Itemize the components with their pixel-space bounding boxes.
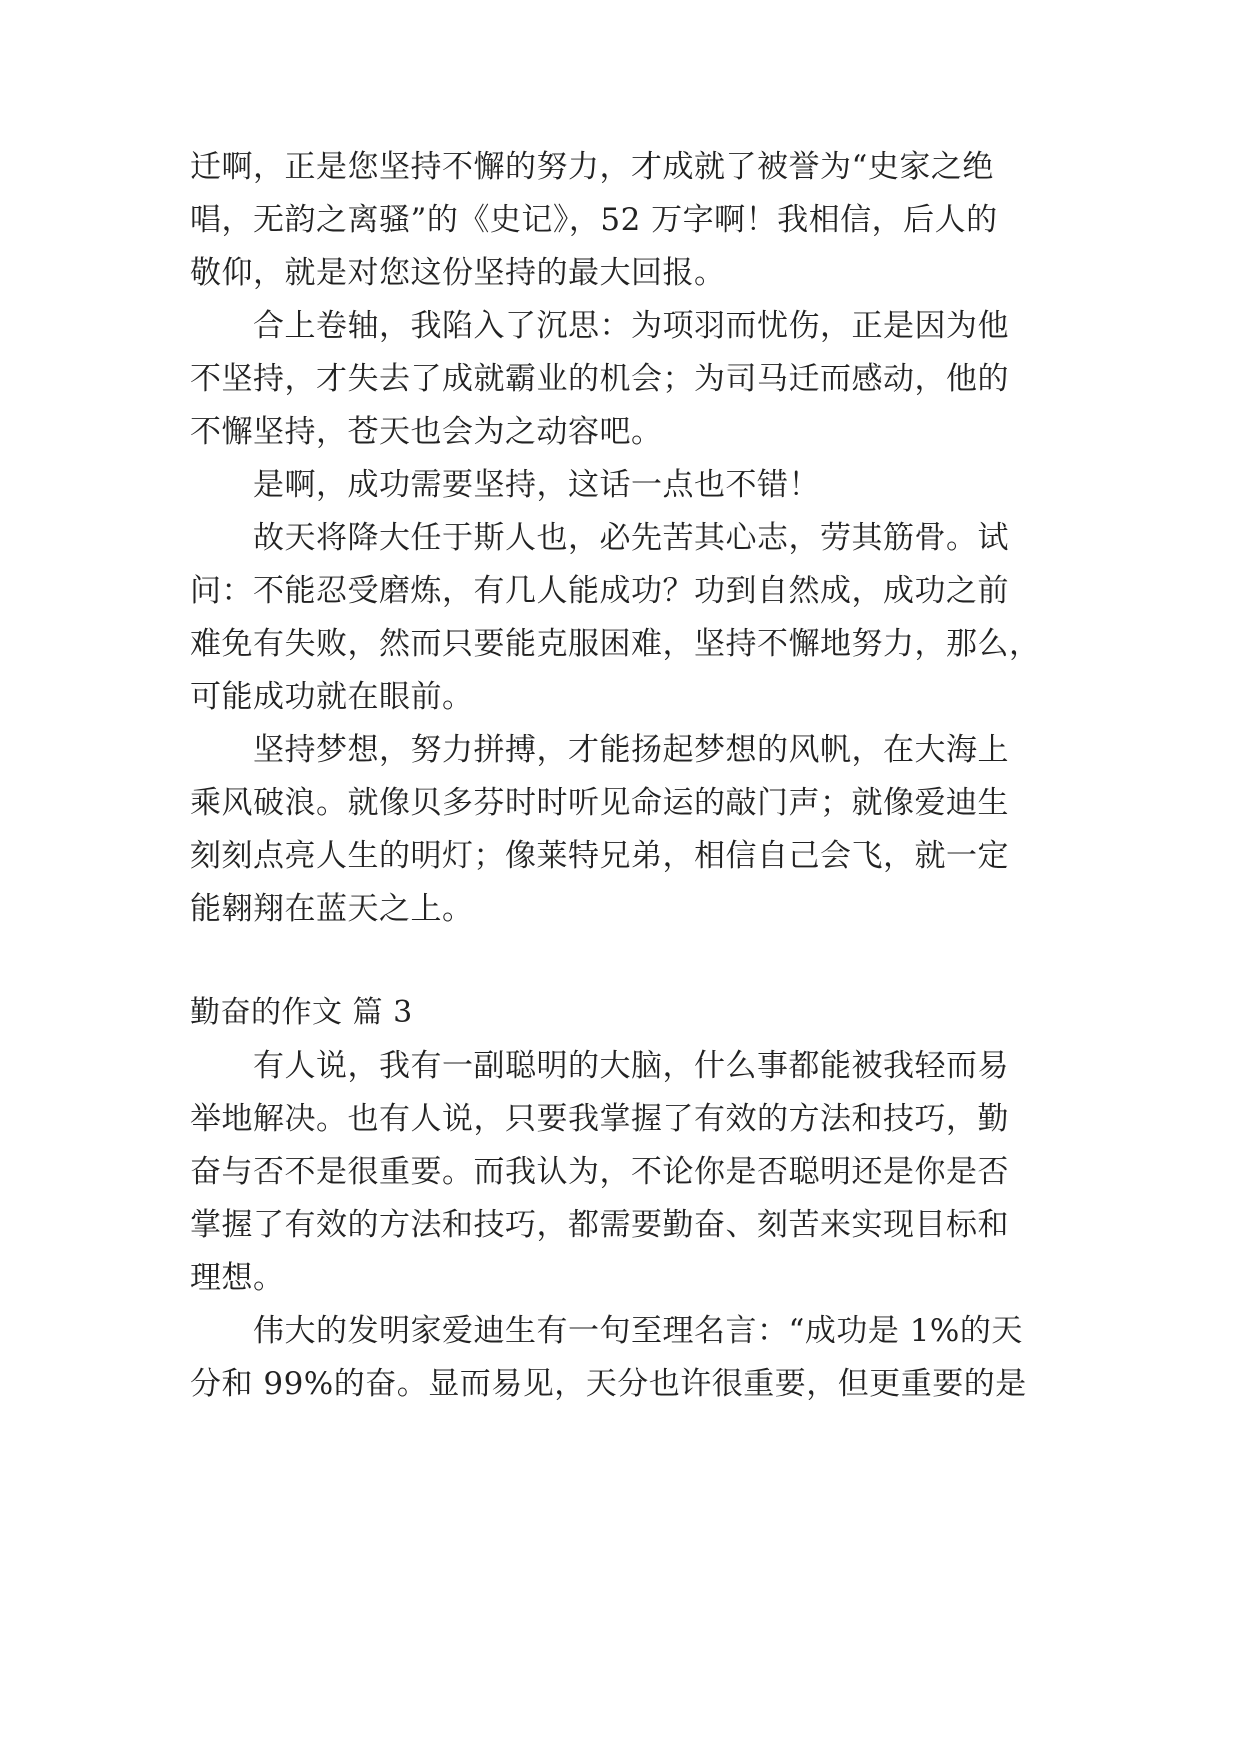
text-line: 乘风破浪。就像贝多芬时时听见命运的敲门声；就像爱迪生 — [190, 785, 1009, 821]
text-line: 不懈坚持，苍天也会为之动容吧。 — [190, 414, 663, 450]
text-line: 故天将降大任于斯人也，必先苦其心志，劳其筋骨。试 — [253, 520, 1009, 556]
text-line: 合上卷轴，我陷入了沉思：为项羽而忧伤，正是因为他 — [253, 308, 1009, 344]
text-line: 掌握了有效的方法和技巧，都需要勤奋、刻苦来实现目标和 — [190, 1207, 1009, 1243]
text-line: 理想。 — [190, 1260, 285, 1296]
text-line: 坚持梦想，努力拼搏，才能扬起梦想的风帆，在大海上 — [253, 732, 1009, 768]
text-line: 问：不能忍受磨炼，有几人能成功？功到自然成，成功之前 — [190, 573, 1009, 609]
text-line: 刻刻点亮人生的明灯；像莱特兄弟，相信自己会飞，就一定 — [190, 838, 1009, 874]
section-heading: 勤奋的作文 篇 3 — [190, 995, 413, 1030]
text-line: 唱，无韵之离骚”的《史记》，52 万字啊！我相信，后人的 — [190, 202, 998, 238]
text-line: 伟大的发明家爱迪生有一句至理名言：“成功是 1%的天 — [253, 1313, 1023, 1349]
text-line: 举地解决。也有人说，只要我掌握了有效的方法和技巧，勤 — [190, 1101, 1009, 1137]
text-line: 能翱翔在蓝天之上。 — [190, 891, 474, 927]
text-line: 奋与否不是很重要。而我认为，不论你是否聪明还是你是否 — [190, 1154, 1009, 1190]
text-line: 不坚持，才失去了成就霸业的机会；为司马迁而感动，他的 — [190, 361, 1009, 397]
text-line: 分和 99%的奋。显而易见，天分也许很重要，但更重要的是 — [190, 1366, 1027, 1402]
text-line: 有人说，我有一副聪明的大脑，什么事都能被我轻而易 — [253, 1048, 1009, 1084]
text-line: 难免有失败，然而只要能克服困难，坚持不懈地努力，那么， — [190, 626, 1041, 662]
text-line: 敬仰，就是对您这份坚持的最大回报。 — [190, 255, 726, 291]
text-line: 可能成功就在眼前。 — [190, 679, 474, 715]
text-line: 是啊，成功需要坚持，这话一点也不错！ — [253, 467, 820, 503]
text-line: 迁啊，正是您坚持不懈的努力，才成就了被誉为“史家之绝 — [190, 149, 994, 185]
